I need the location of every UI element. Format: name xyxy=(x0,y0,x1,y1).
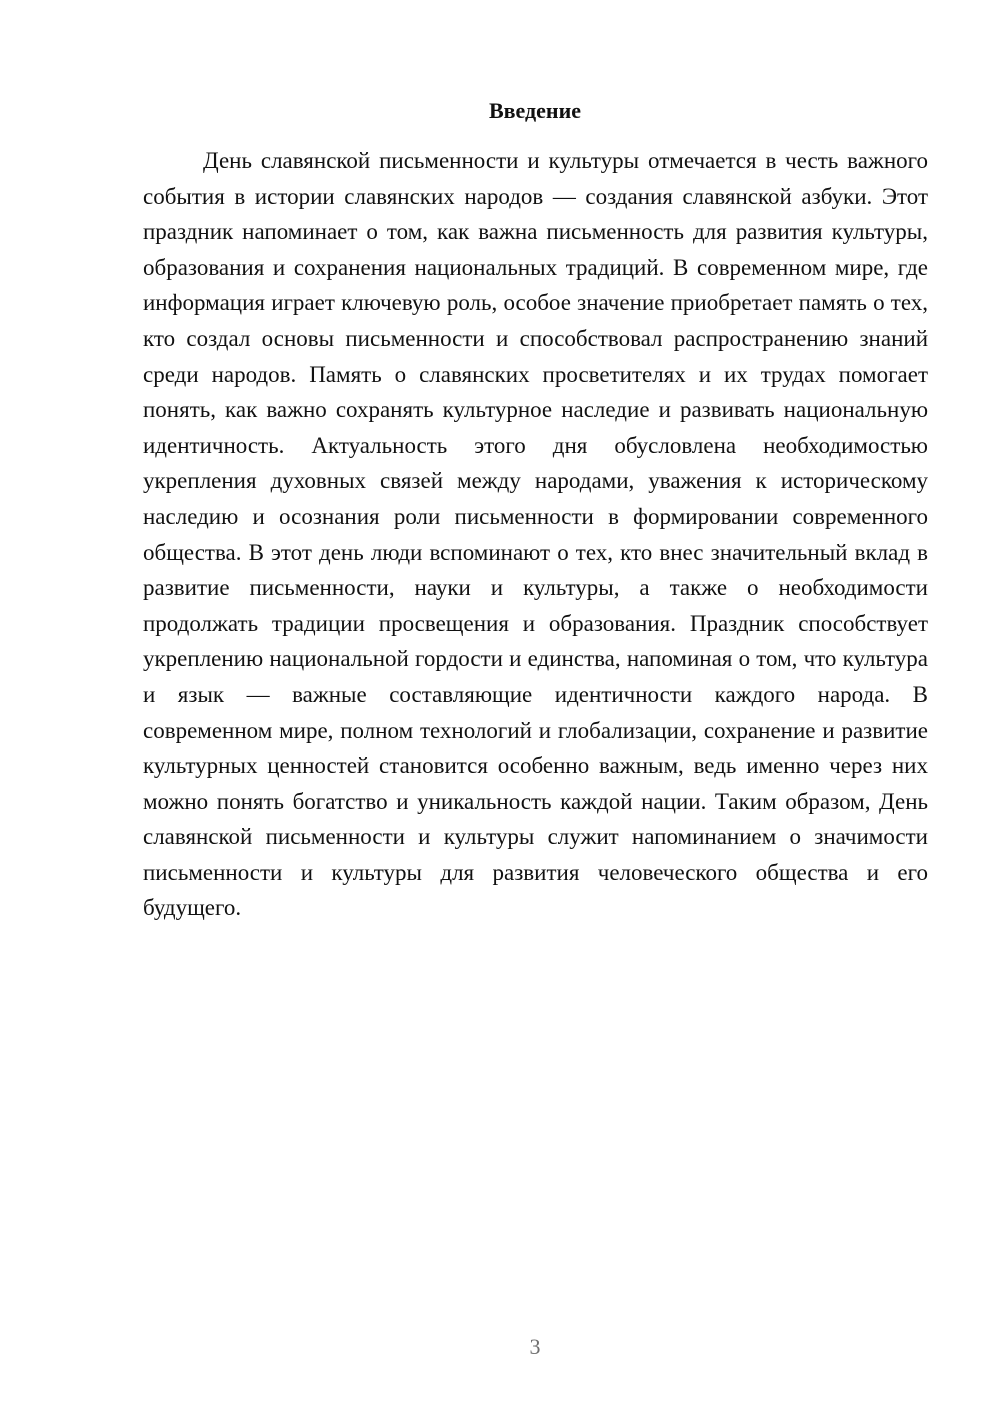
body-paragraph: День славянской письменности и культуры отмечается в честь важного события в истории славянских народов — создания славянской азбуки. Этот праздник напоминает о том, как важна письменность для развития культуры, образования и сохранения национальных традиций. В современном мире, где информация играет ключевую роль, особое значение приобретает память о тех, кто создал основы письменности и способствовал распространению знаний среди народов. Память о славянских просветителях и их трудах помогает понять, как важно сохранять культурное наследие и развивать национальную идентичность. Актуальность этого дня обусловлена необходимостью укрепления духовных связей между народами, уважения к историческому наследию и осознания роли письменности в формировании современного общества. В этот день люди вспоминают о тех, кто внес значительный вклад в развитие письменности, науки и культуры, а также о необходимости продолжать традиции просвещения и образования. Праздник способствует укреплению национальной гордости и единства, напоминая о том, что культура и язык — важные составляющие идентичности каждого народа. В современном мире, полном технологий и глобализации, сохранение и развитие культурных ценностей становится особенно важным, ведь именно через них можно понять богатство и уникальность каждой нации. Таким образом, День славянской письменности и культуры служит напоминанием о значимости письменности и культуры для развития человеческого общества и его будущего. xyxy=(143,148,928,921)
page-number: 3 xyxy=(529,1334,541,1359)
section-title: Введение xyxy=(488,98,582,123)
